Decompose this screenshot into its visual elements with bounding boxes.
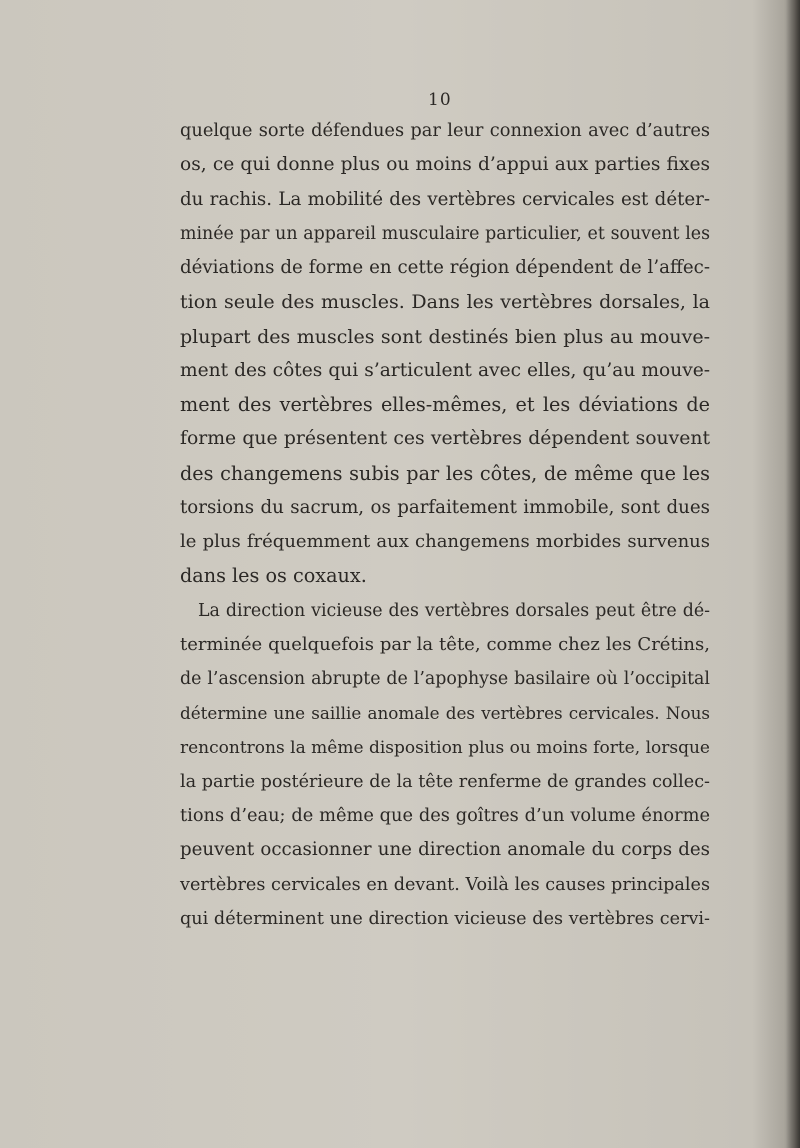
text-line: plupart des muscles sont destinés bien plus au mouve- <box>180 325 710 348</box>
page-edge-shadow <box>786 0 800 1148</box>
text-line: le plus fréquemment aux changemens morbides survenus <box>180 531 710 552</box>
text-line: La direction vicieuse des vertèbres dorsales peut être dé- <box>198 600 710 621</box>
text-line: détermine une saillie anomale des vertèbres cervicales. Nous <box>180 703 710 724</box>
text-line: minée par un appareil musculaire particulier, et souvent les <box>180 223 710 244</box>
text-line: tions d’eau; de même que des goîtres d’un volume énorme <box>180 805 710 826</box>
text-line: terminée quelquefois par la tête, comme chez les Crétins, <box>180 633 710 655</box>
text-line: déviations de forme en cette région dépendent de l’affec- <box>180 257 710 278</box>
text-line: torsions du sacrum, os parfaitement immobile, sont dues <box>180 496 710 518</box>
text-line: vertèbres cervicales en devant. Voilà les causes principales <box>180 874 710 895</box>
text-line: peuvent occasionner une direction anomale du corps des <box>180 839 710 861</box>
text-line: la partie postérieure de la tête renferme de grandes collec- <box>180 771 710 792</box>
text-line: qui déterminent une direction vicieuse des vertèbres cervi- <box>180 908 710 929</box>
page-number: 10 <box>428 90 452 110</box>
text-line: os, ce qui donne plus ou moins d’appui aux parties fixes <box>180 154 710 176</box>
text-line: tion seule des muscles. Dans les vertèbres dorsales, la <box>180 291 710 314</box>
text-line: rencontrons la même disposition plus ou moins forte, lorsque <box>180 737 710 758</box>
text-line: quelque sorte défendues par leur connexion avec d’autres <box>180 120 710 141</box>
text-line: dans les os coxaux. <box>180 564 367 588</box>
text-line: ment des vertèbres elles-mêmes, et les déviations de <box>180 393 710 416</box>
text-line: ment des côtes qui s’articulent avec elles, qu’au mouve- <box>180 359 710 381</box>
text-line: forme que présentent ces vertèbres dépendent souvent <box>180 428 710 450</box>
text-line: du rachis. La mobilité des vertèbres cervicales est déter- <box>180 188 710 210</box>
text-line: des changemens subis par les côtes, de même que les <box>180 461 710 485</box>
body-text <box>180 114 710 936</box>
text-line: de l’ascension abrupte de l’apophyse basilaire où l’occipital <box>180 669 710 689</box>
